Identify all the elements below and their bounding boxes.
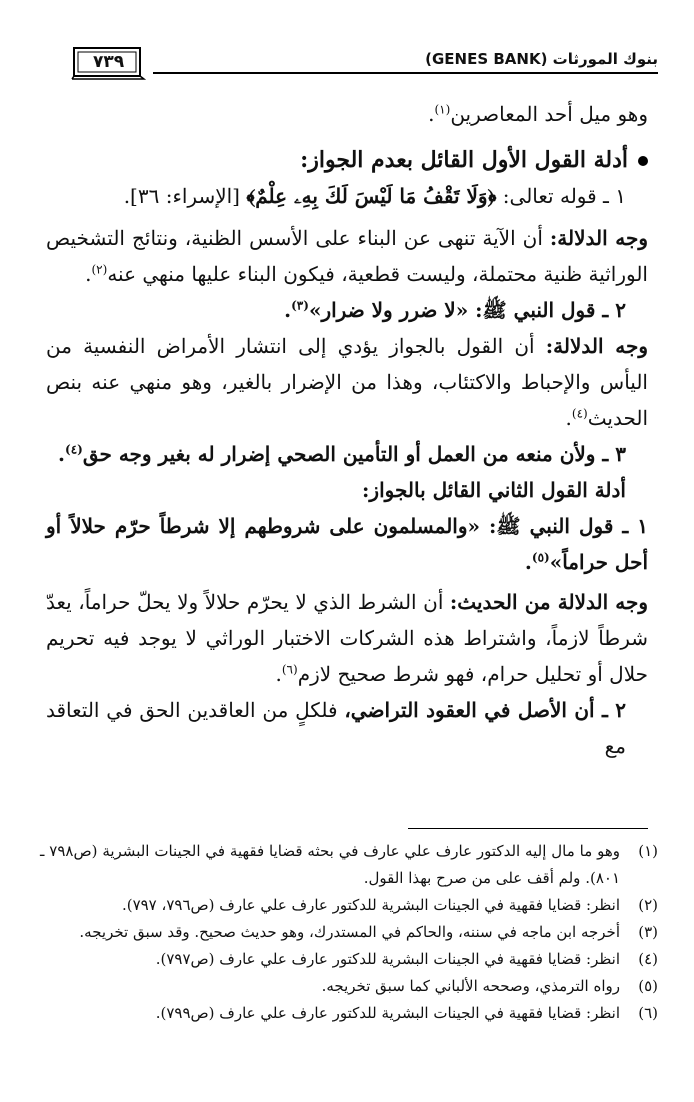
explanation-label: وجه الدلالة من الحديث: [449, 590, 649, 614]
footnote [40, 919, 658, 946]
footnote-number: (٣) [638, 923, 658, 941]
footnote-text: انظر: قضايا فقهية في الجينات البشرية للدكتور عارف علي عارف (ص٧٩٦، ٧٩٧). [121, 896, 620, 914]
footnote-ref-4b: (٤) [65, 442, 83, 457]
intro-paragraph: وهو ميل أحد المعاصرين$^{(١)}$. [428, 102, 648, 126]
explanation-text: أن الآية تنهى عن البناء على الأسس الظنية، ونتائج التشخيص الوراثية ظنية محتملة، وليست قطعية، فيكون البناء عليها منهي عنه [46, 226, 648, 286]
evidence-1 [46, 178, 626, 214]
footnote-ref-2: (٢) [91, 262, 108, 277]
footnote [40, 1000, 658, 1027]
footnote-text: انظر: قضايا فقهية في الجينات البشرية للدكتور عارف علي عارف (ص٧٩٧). [155, 950, 620, 968]
evidence-5-bold: ٢ ـ أن الأصل في العقود التراضي، [344, 698, 627, 722]
footnote [40, 838, 658, 892]
footnote-ref-3: (٣) [291, 298, 309, 313]
footnote-separator [408, 828, 648, 829]
section-heading-second-opinion: أدلة القول الثاني القائل بالجواز: [362, 478, 626, 502]
evidence-2-text: ٢ ـ قول النبي ﷺ: «لا ضرر ولا ضرار» [308, 298, 626, 322]
footnote-number: (٦) [638, 1004, 658, 1022]
evidence-2: ٢ ـ قول النبي ﷺ: «لا ضرر ولا ضرار»$^{(٣)}$. [284, 298, 626, 322]
evidence-5-text: فلكلٍ من العاقدين الحق في التعاقد مع [46, 698, 626, 758]
running-title: بنوك المورثات (GENES BANK) [425, 50, 658, 68]
footnotes [40, 838, 658, 1027]
footnote [40, 946, 658, 973]
explanation-text: أن الشرط الذي لا يحرّم حلالاً ولا يحلّ حراماً، يعدّ شرطاً لازماً، واشتراط هذه الشركات الاختبار الوراثي لا يوجد فيه تحريم حلال أو تحليل حرام، فهو شرط صحيح لازم [46, 590, 649, 686]
footnote-text: انظر: قضايا فقهية في الجينات البشرية للدكتور عارف علي عارف (ص٧٩٩). [155, 1004, 620, 1022]
bullet-icon [638, 156, 648, 166]
evidence-3-text: ٣ ـ ولأن منعه من العمل أو التأمين الصحي إضرار له بغير وجه حق [82, 442, 626, 466]
footnote-text: أخرجه ابن ماجه في سننه، والحاكم في المستدرك، وهو حديث صحيح. وقد سبق تخريجه. [79, 923, 620, 941]
quran-verse: ﴿وَلَا تَقْفُ مَا لَيْسَ لَكَ بِهِۦ عِلْمٌ﴾ [246, 184, 497, 208]
header-rule [153, 72, 658, 74]
evidence-4-text: ١ ـ قول النبي ﷺ: «والمسلمون على شروطهم إلا شرطاً حرّم حلالاً أو أحل حراماً» [46, 514, 648, 574]
heading-text: أدلة القول الأول القائل بعدم الجواز: [300, 147, 628, 173]
explanation-label: وجه الدلالة: [549, 226, 648, 250]
section-heading-first-opinion [46, 142, 648, 178]
footnote-number: (٤) [638, 950, 658, 968]
evidence-4: ١ ـ قول النبي ﷺ: «والمسلمون على شروطهم إلا شرطاً حرّم حلالاً أو أحل حراماً»$^{(٥)}$. [46, 514, 648, 574]
evidence-5 [46, 692, 626, 764]
verse-reference: [الإسراء: ٣٦]. [123, 184, 240, 208]
evidence-4-explanation: وجه الدلالة من الحديث: أن الشرط الذي لا يحرّم حلالاً ولا يحلّ حراماً، يعدّ شرطاً لازماً، واشتراط هذه الشركات الاختبار الوراثي لا يوجد فيه تحريم حلال أو تحليل حرام، فهو شرط صحيح لازم$^{(٦)}$. [46, 590, 649, 686]
page-header [75, 46, 658, 76]
explanation-text: أن القول بالجواز يؤدي إلى انتشار الأمراض النفسية من اليأس والإحباط والاكتئاب، وهذا من الإضرار بالغير، وهو منهي عنه بنص الحديث [46, 334, 648, 430]
evidence-1-explanation: وجه الدلالة: أن الآية تنهى عن البناء على الأسس الظنية، ونتائج التشخيص الوراثية ظنية محتملة، وليست قطعية، فيكون البناء عليها منهي عنه$^{(٢)}$. [46, 226, 648, 286]
footnote-number: (١) [638, 842, 658, 860]
footnote-ref-6: (٦) [281, 662, 298, 677]
footnote-number: (٢) [638, 896, 658, 914]
page-number: ٧٣٩ [93, 52, 125, 72]
evidence-1-prefix: ١ ـ قوله تعالى: [502, 184, 626, 208]
evidence-2-explanation: وجه الدلالة: أن القول بالجواز يؤدي إلى انتشار الأمراض النفسية من اليأس والإحباط والاكتئاب، وهذا من الإضرار بالغير، وهو منهي عنه بنص الحديث$^{(٤)}$. [46, 334, 649, 430]
evidence-3: ٣ ـ ولأن منعه من العمل أو التأمين الصحي إضرار له بغير وجه حق$^{(٤)}$. [58, 442, 626, 466]
page-body [46, 96, 648, 764]
footnote [40, 973, 658, 1000]
footnote-number: (٥) [638, 977, 658, 995]
explanation-label: وجه الدلالة: [545, 334, 649, 358]
footnote-text: وهو ما مال إليه الدكتور عارف علي عارف في بحثه قضايا فقهية في الجينات البشرية (ص٧٩٨ ـ ٨٠١). ولم أقف على من صرح بهذا القول. [40, 842, 621, 887]
footnote-ref-4: (٤) [571, 406, 588, 421]
footnote [40, 892, 658, 919]
footnote-ref-1: (١) [434, 102, 451, 117]
footnote-ref-5: (٥) [531, 550, 550, 565]
footnote-text: رواه الترمذي، وصححه الألباني كما سبق تخريجه. [321, 977, 620, 995]
intro-text: وهو ميل أحد المعاصرين [450, 102, 648, 126]
